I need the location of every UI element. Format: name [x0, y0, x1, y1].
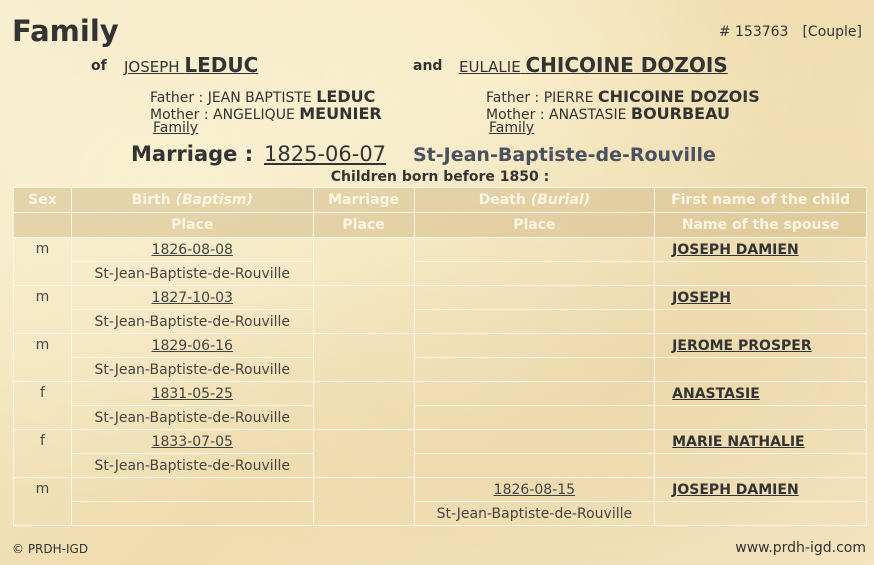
col-spouse: Name of the spouse	[655, 213, 867, 238]
spouse-name	[655, 310, 867, 334]
table-row	[14, 286, 867, 310]
husband-last-name: LEDUC	[184, 53, 259, 77]
site-url: www.prdh-igd.com	[735, 540, 866, 556]
child-sex: f	[14, 382, 72, 430]
record-id	[719, 24, 862, 40]
death-place: St-Jean-Baptiste-de-Rouville	[414, 502, 655, 526]
table-header-row	[14, 188, 867, 213]
death-place	[414, 310, 655, 334]
marriage-cell	[313, 286, 414, 334]
husband-mother-last: MEUNIER	[299, 104, 382, 123]
birth-place: St-Jean-Baptiste-de-Rouville	[71, 358, 313, 382]
mother-label: Mother :	[486, 107, 545, 123]
children-heading: Children born before 1850 :	[330, 169, 550, 185]
table-row	[14, 430, 867, 454]
marriage-cell	[313, 478, 414, 526]
mother-label: Mother :	[150, 107, 209, 123]
birth-date-link[interactable]: 1826-08-08	[71, 238, 313, 262]
child-sex: m	[14, 286, 72, 334]
marriage-label: Marriage :	[131, 142, 254, 166]
col-birth-place: Place	[71, 213, 313, 238]
col-first-name: First name of the child	[655, 188, 867, 213]
copyright: © PRDH-IGD	[12, 542, 89, 556]
table-row	[14, 382, 867, 406]
col-sex: Sex	[14, 188, 72, 213]
child-sex: m	[14, 334, 72, 382]
death-place	[414, 454, 655, 478]
spouse-name	[655, 454, 867, 478]
marriage-place: St-Jean-Baptiste-de-Rouville	[413, 144, 716, 166]
table-row-place	[14, 358, 867, 382]
death-date-link[interactable]	[414, 382, 655, 406]
child-name-link[interactable]: JOSEPH DAMIEN	[655, 238, 867, 262]
spouse-name	[655, 358, 867, 382]
wife-father-first: PIERRE	[543, 90, 594, 106]
birth-date-link[interactable]: 1827-10-03	[71, 286, 313, 310]
father-label: Father :	[486, 90, 540, 106]
husband-first-name: JOSEPH	[124, 58, 180, 76]
wife-last-name: CHICOINE DOZOIS	[525, 53, 728, 77]
husband-father-first: JEAN BAPTISTE	[207, 90, 312, 106]
death-date-link[interactable]	[414, 286, 655, 310]
table-subheader-row	[14, 213, 867, 238]
child-sex: m	[14, 238, 72, 286]
death-place	[414, 262, 655, 286]
husband-mother-first: ANGELIQUE	[213, 107, 295, 123]
col-birth: Birth (Baptism)	[71, 188, 313, 213]
child-sex: f	[14, 430, 72, 478]
husband-name-link[interactable]	[124, 53, 258, 77]
col-sex-blank	[14, 213, 72, 238]
marriage-cell	[313, 430, 414, 478]
birth-place: St-Jean-Baptiste-de-Rouville	[71, 454, 313, 478]
death-date-link[interactable]	[414, 334, 655, 358]
spouse-name	[655, 406, 867, 430]
birth-date-link[interactable]: 1829-06-16	[71, 334, 313, 358]
death-place	[414, 358, 655, 382]
child-name-link[interactable]: JOSEPH DAMIEN	[655, 478, 867, 502]
death-date-link[interactable]	[414, 238, 655, 262]
table-row	[14, 334, 867, 358]
child-name-link[interactable]: JEROME PROSPER	[655, 334, 867, 358]
spouse-name	[655, 262, 867, 286]
wife-father-last: CHICOINE DOZOIS	[597, 87, 760, 106]
table-row	[14, 478, 867, 502]
record-type: [Couple]	[802, 24, 862, 40]
marriage-cell	[313, 238, 414, 286]
and-label: and	[413, 58, 443, 74]
table-row	[14, 238, 867, 262]
death-place	[414, 406, 655, 430]
table-row-place	[14, 502, 867, 526]
table-row-place	[14, 310, 867, 334]
col-marriage-place: Place	[313, 213, 414, 238]
table-row-place	[14, 454, 867, 478]
father-label: Father :	[150, 90, 204, 106]
wife-mother-last: BOURBEAU	[630, 104, 730, 123]
child-name-link[interactable]: JOSEPH	[655, 286, 867, 310]
wife-name-link[interactable]	[459, 53, 728, 77]
marriage-date-link[interactable]: 1825-06-07	[264, 142, 387, 166]
page-title: Family	[12, 14, 119, 48]
birth-place: St-Jean-Baptiste-de-Rouville	[71, 310, 313, 334]
birth-place	[71, 502, 313, 526]
col-death: Death (Burial)	[414, 188, 655, 213]
marriage-cell	[313, 334, 414, 382]
birth-date-link[interactable]	[71, 478, 313, 502]
marriage-cell	[313, 382, 414, 430]
death-date-link[interactable]: 1826-08-15	[414, 478, 655, 502]
child-name-link[interactable]: MARIE NATHALIE	[655, 430, 867, 454]
wife-mother-first: ANASTASIE	[549, 107, 627, 123]
children-table	[13, 187, 867, 526]
child-sex: m	[14, 478, 72, 526]
wife-family-link[interactable]: Family	[489, 120, 535, 136]
table-row-place	[14, 406, 867, 430]
wife-first-name: EULALIE	[459, 58, 521, 76]
birth-place: St-Jean-Baptiste-de-Rouville	[71, 262, 313, 286]
col-marriage: Marriage	[313, 188, 414, 213]
death-date-link[interactable]	[414, 430, 655, 454]
birth-date-link[interactable]: 1831-05-25	[71, 382, 313, 406]
husband-father-last: LEDUC	[316, 87, 376, 106]
husband-family-link[interactable]: Family	[153, 120, 199, 136]
table-row-place	[14, 262, 867, 286]
birth-place: St-Jean-Baptiste-de-Rouville	[71, 406, 313, 430]
record-number: # 153763	[718, 24, 789, 40]
child-name-link[interactable]: ANASTASIE	[655, 382, 867, 406]
of-label: of	[91, 58, 107, 74]
birth-date-link[interactable]: 1833-07-05	[71, 430, 313, 454]
col-death-place: Place	[414, 213, 655, 238]
spouse-name	[655, 502, 867, 526]
